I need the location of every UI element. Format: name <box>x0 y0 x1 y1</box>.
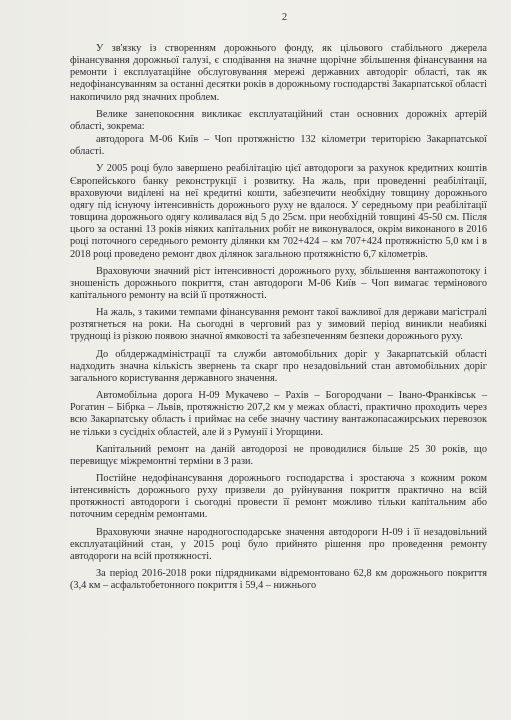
paragraph-m06-road: автодорога М-06 Київ – Чоп протяжністю 132 кілометри територією Закарпатської області. <box>70 134 487 158</box>
paragraph-financing-pace: На жаль, з такими темпами фінансування ремонт такої важливої для держави магістралі розтягнеться на роки. На сьогодні в черговий раз у зимовий період виникли неабиякі труднощі із різкою появою значної ямковості та забезпеченням безпеки дорожнього руху. <box>70 307 487 343</box>
paragraph-complaints: До облдержадміністрації та служби автомобільних доріг у Закарпатській області надходить значна кількість звернень та скарг про незадовільний стан автомобільних доріг загального користування державного значення. <box>70 348 487 384</box>
paragraph-decision-2015: Враховуючи значне народногосподарське значення автодороги Н-09 і її незадовільний експлуатаційний стан, у 2015 році було прийнято рішення про проведення ремонту автодороги на всій протяжності. <box>70 526 487 562</box>
paragraph-rehabilitation-2005: У 2005 році було завершено реабілітацію цієї автодороги за рахунок кредитних коштів Європейського банку реконструкції і розвитку. На жаль, при проведенні реабілітації, враховуючи виділені на неї кредитні кошти, забезпечити необхідну товщину дорожнього одягу під існуючу інтенсивність дорожнього руху не вдалося. У середньому при реабілітації товщина дорожнього одягу коливалася від 5 до 25см. при необхідній товщині 45-50 см. Після цього за останні 13 років ніяких капітальних робіт не виконувалося, окрім виконаного в 2016 році поточного середнього ремонту ділянки км 702+424 – км 707+424 протяжністю 5,0 км і в 2018 році проведено ремонт двох ділянок загальною протяжністю 6,7 кілометрів. <box>70 163 487 260</box>
paragraph-h09-road: Автомобільна дорога Н-09 Мукачево – Рахів – Богородчани – Івано-Франківськ – Рогатин – Бібрка – Львів, протяжністю 207,2 км у межах області, практично проходить через всю Закарпатську область і приймає на себе значну частину вантажопасажирських перевозок не тільки з сусідніх областей, але й з Румунії і Угорщини. <box>70 390 487 438</box>
paragraph-period-2016-2018: За період 2016-2018 роки підрядниками відремонтовано 62,8 км дорожнього покриття (3,4 км – асфальтобетонного покриття і 59,4 – нижнього <box>70 568 487 592</box>
paragraph-road-fund: У зв'язку із створенням дорожнього фонду, як цільового стабільного джерела фінансування дорожньої галузі, є сподівання на значне щорічне збільшення фінансування на ремонти і експлуатаційне обслуговування мережі державних автодоріг області, так як недофінансуванням за останні десятки років в дорожньому господарстві Закарпатської області накопичило ряд значних проблем. <box>70 43 487 103</box>
paragraph-capital-repair: Капітальний ремонт на даній автодорозі не проводилися більше 25 30 років, що перевищує міжремонтні терміни в 3 рази. <box>70 443 487 467</box>
paragraph-concern: Велике занепокоєння викликає експлуатаційний стан основних дорожніх артерій області, зокрема: <box>70 108 487 132</box>
page-number: 2 <box>281 12 288 23</box>
paragraph-traffic-growth: Враховуючи значний ріст інтенсивності дорожнього руху, збільшення вантажопотоку і зношеність дорожнього покриття, стан автодороги М-06 Київ – Чоп вимагає термінового капітального ремонту на всій її протяжності. <box>70 265 487 301</box>
paragraph-underfunding: Постійне недофінансування дорожнього господарства і зростаюча з кожним роком інтенсивність дорожнього руху призвели до руйнування покриття практично на всій протяжності автодороги і сьогодні провести її ремонт можливо тільки капітальним або поточним середнім ремонтами. <box>70 473 487 521</box>
